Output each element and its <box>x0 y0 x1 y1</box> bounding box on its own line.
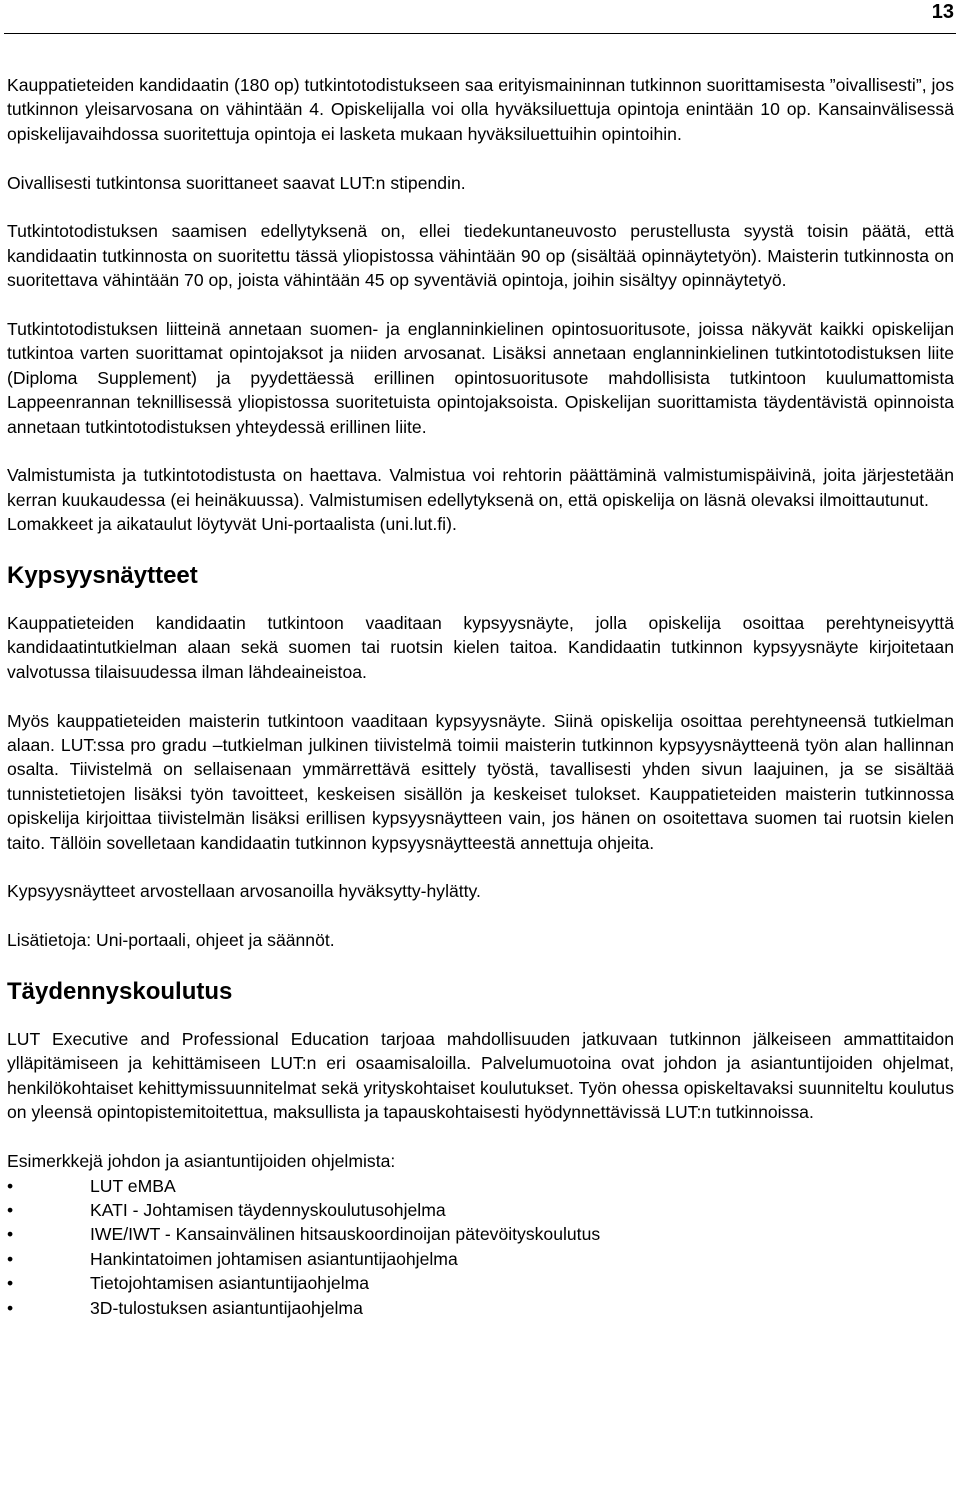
bullet-icon: • <box>7 1224 14 1245</box>
paragraph-scholarship: Oivallisesti tutkintonsa suorittaneet saavat LUT:n stipendin. <box>7 172 466 193</box>
document-body <box>7 73 954 1320</box>
heading-taydennyskoulutus: Täydennyskoulutus <box>7 978 233 1006</box>
heading-kypsyysnaytteet: Kypsyysnäytteet <box>7 562 198 590</box>
program-list <box>7 1174 954 1320</box>
header-rule <box>4 33 956 34</box>
list-item: • Hankintatoimen johtamisen asiantuntijaohjelma <box>7 1247 954 1271</box>
list-item: • KATI - Johtamisen täydennyskoulutusohjelma <box>7 1198 954 1222</box>
paragraph-kypsyys-master: Myös kauppatieteiden maisterin tutkintoon vaaditaan kypsyysnäyte. Siinä opiskelija osoittaa perehtyneensä tutkielman alaan. LUT:ssa pro gradu –tutkielman julkinen tiivistelmä toimii maisterin tutkinnon kypsyysnäytteenä työn alan hallinnan osalta. Tiivistelmä on sellaisenaan ymmärrettävä esittely työstä, tavallisesti yhden sivun laajuinen, ja se sisältää tunnistetietojen lisäksi työn tavoitteet, keskeisen sisällön ja keskeiset tulokset. Kauppatieteiden maisterin tutkinnossa opiskelija kirjoittaa tiivistelmän lisäksi erillisen kypsyysnäytteen vain, jos hänen on osoitettava suomen tai ruotsin kielen taito. Tällöin sovelletaan kandidaatin tutkinnon kypsyysnäytteestä annettuja ohjeita. <box>7 710 954 853</box>
paragraph-forms: Lomakkeet ja aikataulut löytyvät Uni-portaalista (uni.lut.fi). <box>7 514 457 535</box>
list-item: • IWE/IWT - Kansainvälinen hitsauskoordinoijan pätevöityskoulutus <box>7 1222 954 1246</box>
list-item: • 3D-tulostuksen asiantuntijaohjelma <box>7 1296 954 1320</box>
paragraph-certificate-attachments: Tutkintotodistuksen liitteinä annetaan suomen- ja englanninkielinen opintosuoritusote, joissa näkyvät kaikki opiskelijan tutkintoa varten suorittamat opintojaksot ja niiden arvosanat. Lisäksi annetaan englanninkielinen tutkintotodistuksen liite (Diploma Supplement) ja pyydettäessä erillinen opintosuoritusote mahdollisista tutkintoon kuulumattomista Lappeenrannan teknillisessä yliopistossa suoritetuista opintojaksoista. Opiskelijan suorittamista täydentävistä opinnoista annetaan tutkintotodistuksen yhteydessä erillinen liite. <box>7 319 954 437</box>
bullet-icon: • <box>7 1199 14 1220</box>
paragraph-kypsyys-grading: Kypsyysnäytteet arvostellaan arvosanoilla hyväksytty-hylätty. <box>7 881 481 902</box>
list-item: • LUT eMBA <box>7 1174 954 1198</box>
bullet-icon: • <box>7 1175 14 1196</box>
bullet-icon: • <box>7 1273 14 1294</box>
paragraph-kypsyys-bachelor: Kauppatieteiden kandidaatin tutkintoon vaaditaan kypsyysnäyte, jolla opiskelija osoittaa perehtyneisyyttä kandidaatintutkielman alaan sekä suomen tai ruotsin kielen taitoa. Kandidaatin tutkinnon kypsyysnäyte kirjoitetaan valvotussa tilaisuudessa ilman lähdeaineistoa. <box>7 613 954 682</box>
list-intro: Esimerkkejä johdon ja asiantuntijoiden ohjelmista: <box>7 1151 396 1172</box>
bullet-icon: • <box>7 1248 14 1269</box>
paragraph-kypsyys-info: Lisätietoja: Uni-portaali, ohjeet ja säännöt. <box>7 930 335 951</box>
paragraph-taydennys: LUT Executive and Professional Education tarjoaa mahdollisuuden jatkuvaan tutkinnon jälkeiseen ammattitaidon ylläpitämiseen ja kehittämiseen LUT:n eri osaamisaloilla. Palvelumuotoina ovat johdon ja asiantuntijoiden ohjelmat, henkilökohtaiset kehittymissuunnitelmat sekä yrityskohtaiset koulutukset. Työn ohessa opiskeltavaksi suunniteltu koulutus on yleensä opintopistemitoitettua, maksullista ja tapauskohtaisesti hyödynnettävissä LUT:n tutkinnoissa. <box>7 1029 954 1123</box>
paragraph-graduation: Valmistumista ja tutkintotodistusta on haettava. Valmistua voi rehtorin päättäminä valmistumispäivinä, joita järjestetään kerran kuukaudessa (ei heinäkuussa). Valmistumisen edellytyksenä on, että opiskelija on läsnä olevaksi ilmoittautunut. <box>7 465 954 510</box>
list-item: • Tietojohtamisen asiantuntijaohjelma <box>7 1271 954 1295</box>
paragraph-honors: Kauppatieteiden kandidaatin (180 op) tutkintotodistukseen saa erityismaininnan tutkinnon suorittamisesta ”oivallisesti”, jos tutkinnon yleisarvosana on vähintään 4. Opiskelijalla voi olla hyväksiluettuja opintoja enintään 10 op. Kansainvälisessä opiskelijavaihdossa suoritettuja opintoja ei lasketa mukaan hyväksiluettuihin opintoihin. <box>7 75 954 144</box>
page-number: 13 <box>931 1 954 23</box>
bullet-icon: • <box>7 1297 14 1318</box>
paragraph-degree-requirements: Tutkintotodistuksen saamisen edellytyksenä on, ellei tiedekuntaneuvosto perustellusta syystä toisin päätä, että kandidaatin tutkinnosta on suoritettu tässä yliopistossa vähintään 90 op (sisältää opinnäytetyön). Maisterin tutkinnosta on suoritettava vähintään 70 op, joista vähintään 45 op syventäviä opintoja, joihin sisältyy opinnäytetyö. <box>7 221 954 291</box>
